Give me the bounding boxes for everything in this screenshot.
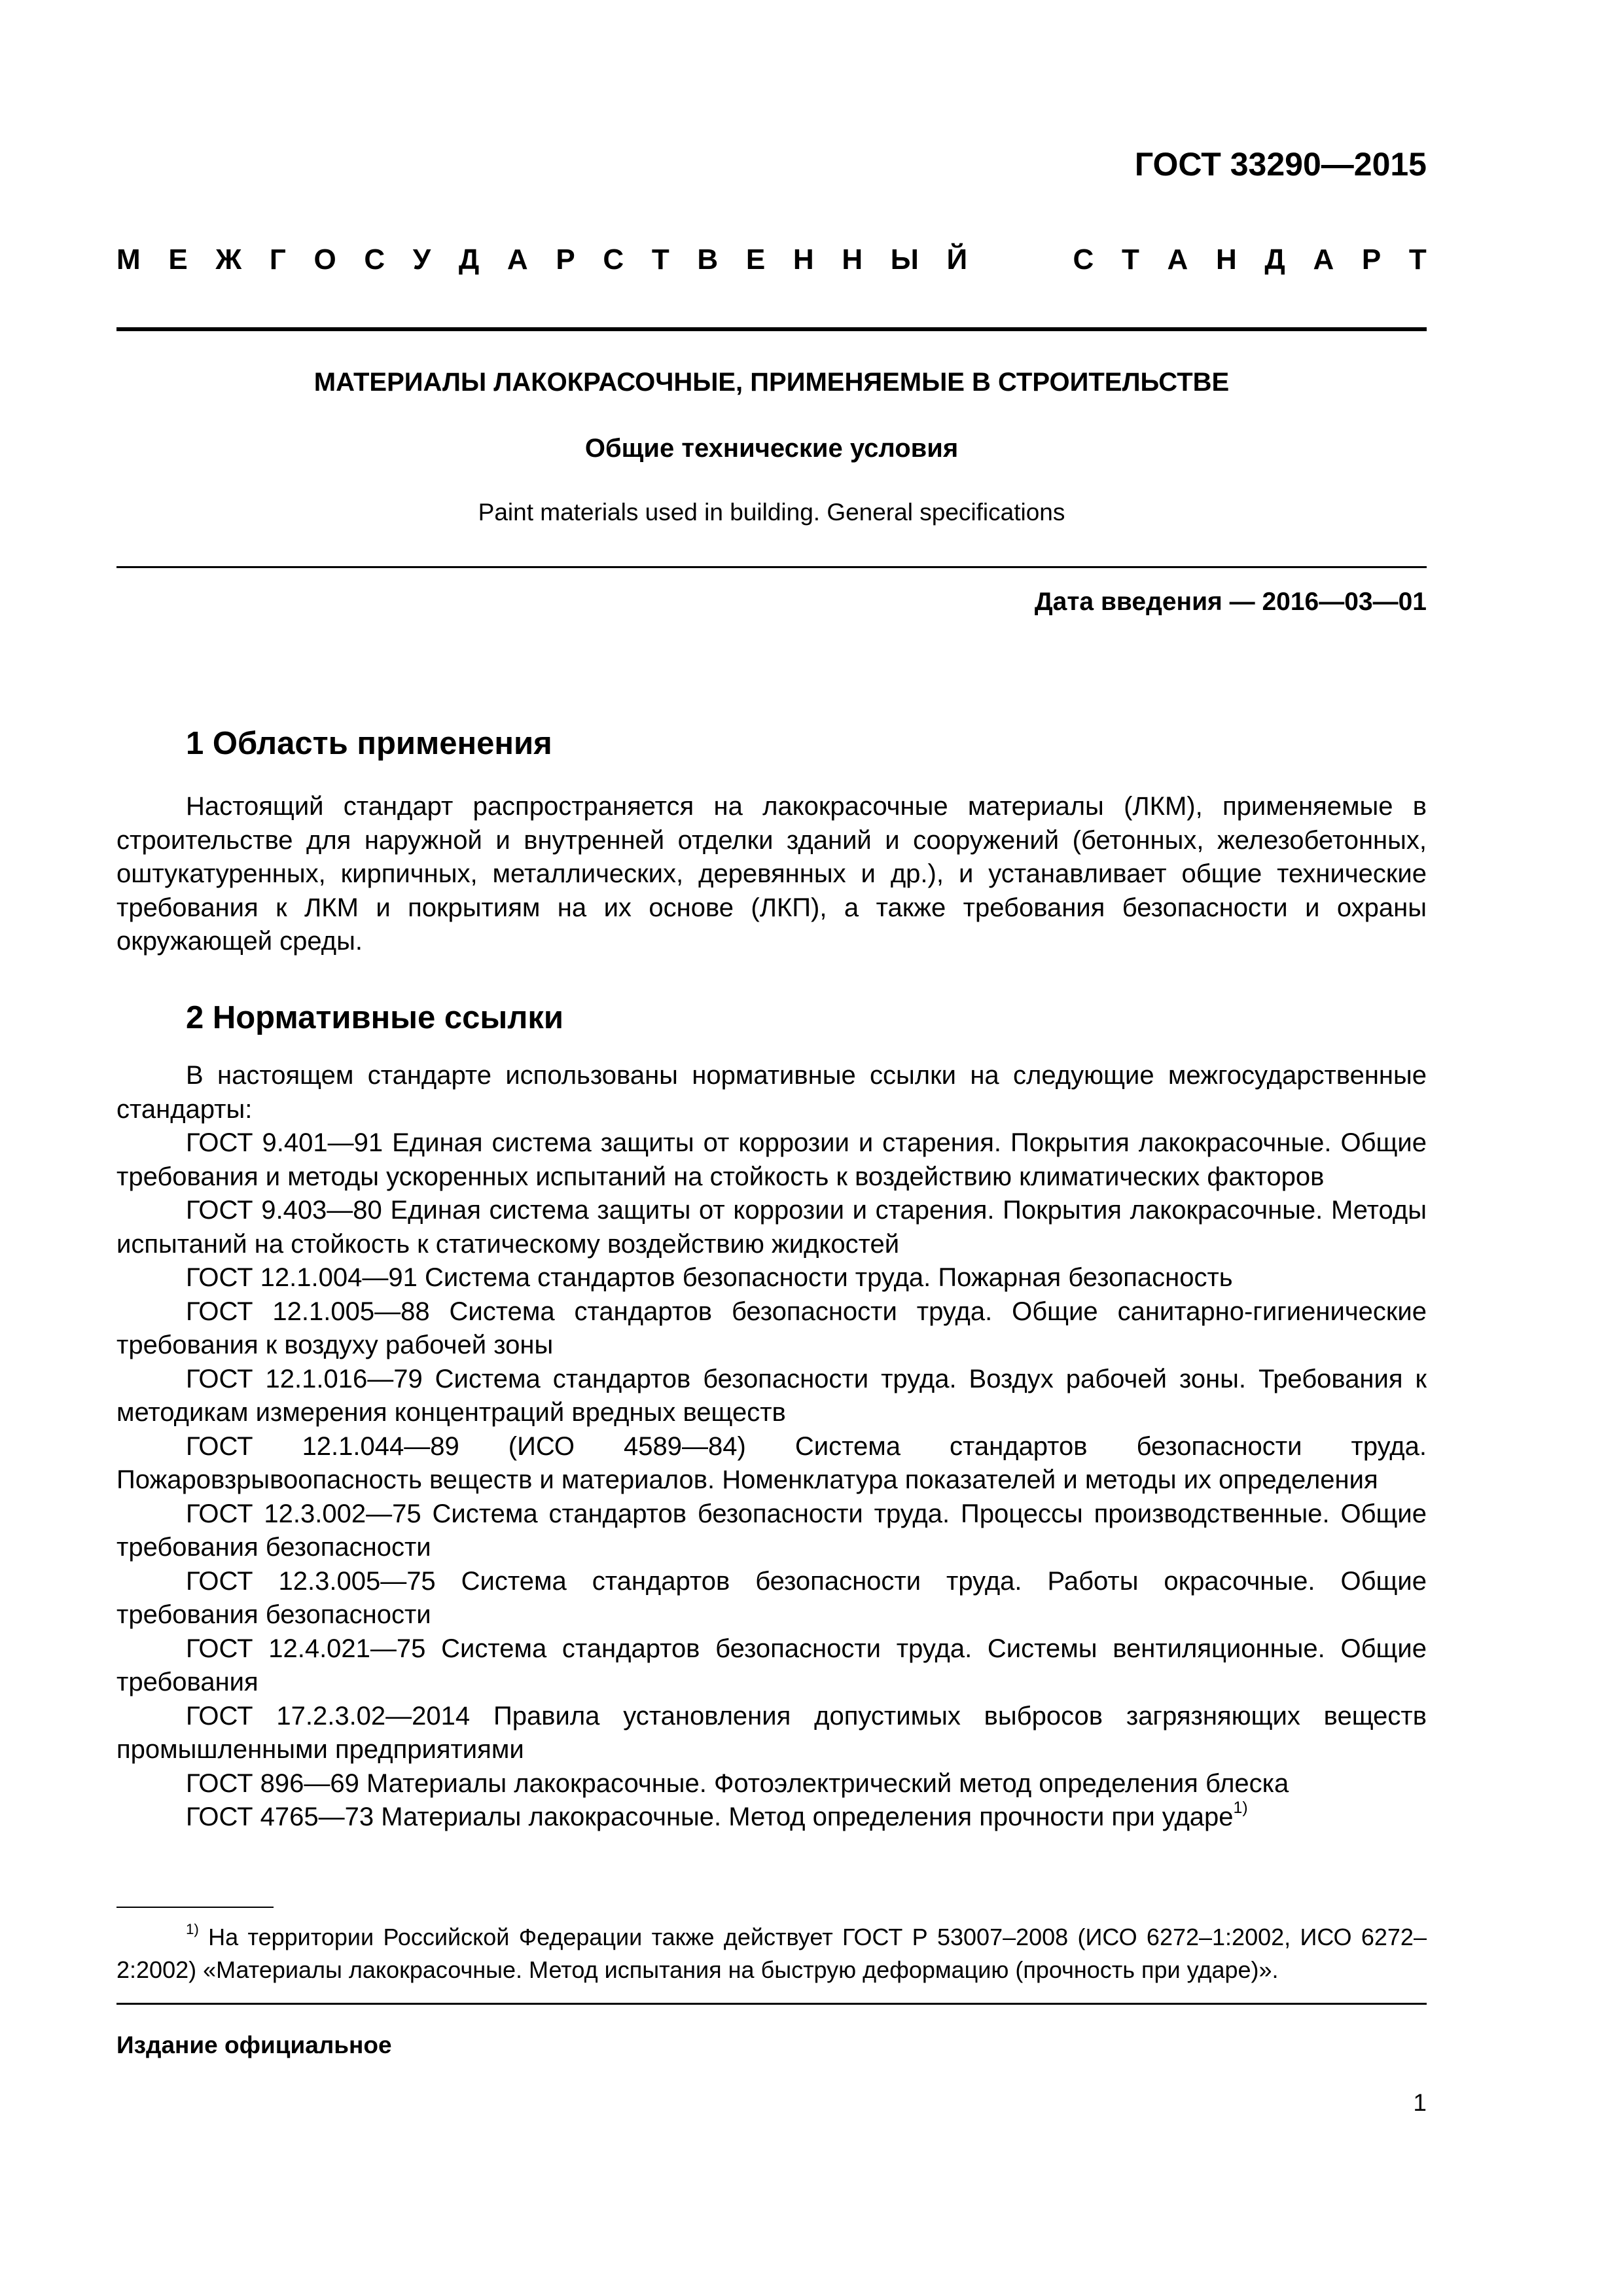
heading-letter: М bbox=[116, 243, 141, 276]
edition-label: Издание официальное bbox=[116, 2032, 392, 2058]
heading-letter: Д bbox=[458, 243, 480, 276]
heading-letter: Е bbox=[745, 243, 766, 276]
standard-number: ГОСТ 33290—2015 bbox=[1134, 146, 1427, 183]
heading-letter: Ы bbox=[890, 243, 919, 276]
heading-letter: Т bbox=[651, 243, 669, 276]
heading-letter: В bbox=[697, 243, 719, 276]
word-gap bbox=[995, 243, 1045, 276]
section-1-body bbox=[116, 790, 1427, 959]
introduction-date: Дата введения — 2016—03—01 bbox=[1034, 588, 1427, 616]
heading-letter: Н bbox=[793, 243, 814, 276]
section-2-intro: В настоящем стандарте использованы нормативные ссылки на следующие межгосударственные стандарты: bbox=[116, 1061, 1427, 1124]
heading-letter: А bbox=[507, 243, 528, 276]
footnote bbox=[116, 1921, 1427, 1986]
reference-item: ГОСТ 12.1.016—79 Система стандартов безопасности труда. Воздух рабочей зоны. Требования к методикам измерения концентраций вредных веществ bbox=[116, 1364, 1427, 1427]
page-number: 1 bbox=[1413, 2089, 1427, 2116]
section-1-heading: 1 Область применения bbox=[186, 726, 552, 761]
footnote-paragraph bbox=[116, 1921, 1427, 1986]
heading-letter: Г bbox=[269, 243, 286, 276]
footnote-reference[interactable]: 1) bbox=[1233, 1799, 1248, 1817]
heading-letter: Ж bbox=[215, 243, 242, 276]
reference-text: ГОСТ 4765—73 Материалы лакокрасочные. Метод определения прочности при ударе bbox=[186, 1803, 1234, 1831]
header-divider bbox=[116, 327, 1427, 331]
reference-item-last bbox=[116, 1801, 1427, 1835]
reference-item: ГОСТ 896—69 Материалы лакокрасочные. Фотоэлектрический метод определения блеска bbox=[186, 1768, 1289, 1798]
heading-letter: С bbox=[1073, 243, 1094, 276]
interstate-standard-heading bbox=[116, 243, 1427, 276]
footnote-text: На территории Российской Федерации также действует ГОСТ Р 53007–2008 (ИСО 6272–1:2002, ИСО 6272–2:2002) «Материалы лакокрасочные. Метод испытания на быструю деформацию (прочность при ударе)». bbox=[116, 1924, 1427, 1983]
section-1-paragraph: Настоящий стандарт распространяется на лакокрасочные материалы (ЛКМ), применяемые в строительстве для наружной и внутренней отделки зданий и сооружений (бетонных, железобетонных, оштукатуренных, кирпичных, металлических, деревянных и др.), и устанавливает общие технические требования к ЛКМ и покрытиям на их основе (ЛКП), а также требования безопасности и охраны окружающей среды. bbox=[116, 792, 1427, 956]
document-title: МАТЕРИАЛЫ ЛАКОКРАСОЧНЫЕ, ПРИМЕНЯЕМЫЕ В СТРОИТЕЛЬСТВЕ bbox=[313, 368, 1230, 397]
heading-letter: С bbox=[364, 243, 385, 276]
heading-letter: Р bbox=[1361, 243, 1382, 276]
heading-letter: Н bbox=[1215, 243, 1237, 276]
reference-item: ГОСТ 9.403—80 Единая система защиты от коррозии и старения. Покрытия лакокрасочные. Методы испытаний на стойкость к статическому воздействию жидкостей bbox=[116, 1196, 1427, 1259]
heading-letter: Е bbox=[168, 243, 188, 276]
reference-item: ГОСТ 12.4.021—75 Система стандартов безопасности труда. Системы вентиляционные. Общие требования bbox=[116, 1634, 1427, 1696]
heading-letter: У bbox=[412, 243, 431, 276]
reference-item: ГОСТ 12.3.005—75 Система стандартов безопасности труда. Работы окрасочные. Общие требования безопасности bbox=[116, 1566, 1427, 1629]
document-title-english: Paint materials used in building. General specifications bbox=[478, 499, 1065, 526]
heading-letter: А bbox=[1167, 243, 1188, 276]
heading-letter: С bbox=[603, 243, 624, 276]
reference-item: ГОСТ 12.1.005—88 Система стандартов безопасности труда. Общие санитарно-гигиенические требования к воздуху рабочей зоны bbox=[116, 1297, 1427, 1359]
title-divider bbox=[116, 566, 1427, 568]
heading-letter: О bbox=[313, 243, 336, 276]
footnote-separator bbox=[116, 1907, 274, 1908]
heading-letter: Р bbox=[556, 243, 575, 276]
reference-item: ГОСТ 9.401—91 Единая система защиты от коррозии и старения. Покрытия лакокрасочные. Общие требования и методы ускоренных испытаний на стойкость к воздействию климатических факторов bbox=[116, 1128, 1427, 1191]
heading-letter: Й bbox=[946, 243, 968, 276]
reference-item: ГОСТ 12.1.004—91 Система стандартов безопасности труда. Пожарная безопасность bbox=[186, 1263, 1233, 1292]
heading-letter: А bbox=[1313, 243, 1334, 276]
heading-letter: Т bbox=[1408, 243, 1427, 276]
heading-letter: Т bbox=[1121, 243, 1139, 276]
heading-letter: Д bbox=[1264, 243, 1285, 276]
reference-item: ГОСТ 17.2.3.02—2014 Правила установления допустимых выбросов загрязняющих веществ промышленными предприятиями bbox=[116, 1701, 1427, 1764]
document-subtitle: Общие технические условия bbox=[584, 434, 959, 463]
footnote-mark: 1) bbox=[186, 1920, 199, 1937]
heading-letter: Н bbox=[842, 243, 863, 276]
section-2-body bbox=[116, 1059, 1427, 1835]
section-2-heading: 2 Нормативные ссылки bbox=[186, 1000, 563, 1035]
reference-item: ГОСТ 12.1.044—89 (ИСО 4589—84) Система стандартов безопасности труда. Пожаровзрывоопасность веществ и материалов. Номенклатура показателей и методы их определения bbox=[116, 1431, 1427, 1494]
reference-item: ГОСТ 12.3.002—75 Система стандартов безопасности труда. Процессы производственные. Общие требования безопасности bbox=[116, 1499, 1427, 1562]
footer-divider bbox=[116, 2003, 1427, 2005]
